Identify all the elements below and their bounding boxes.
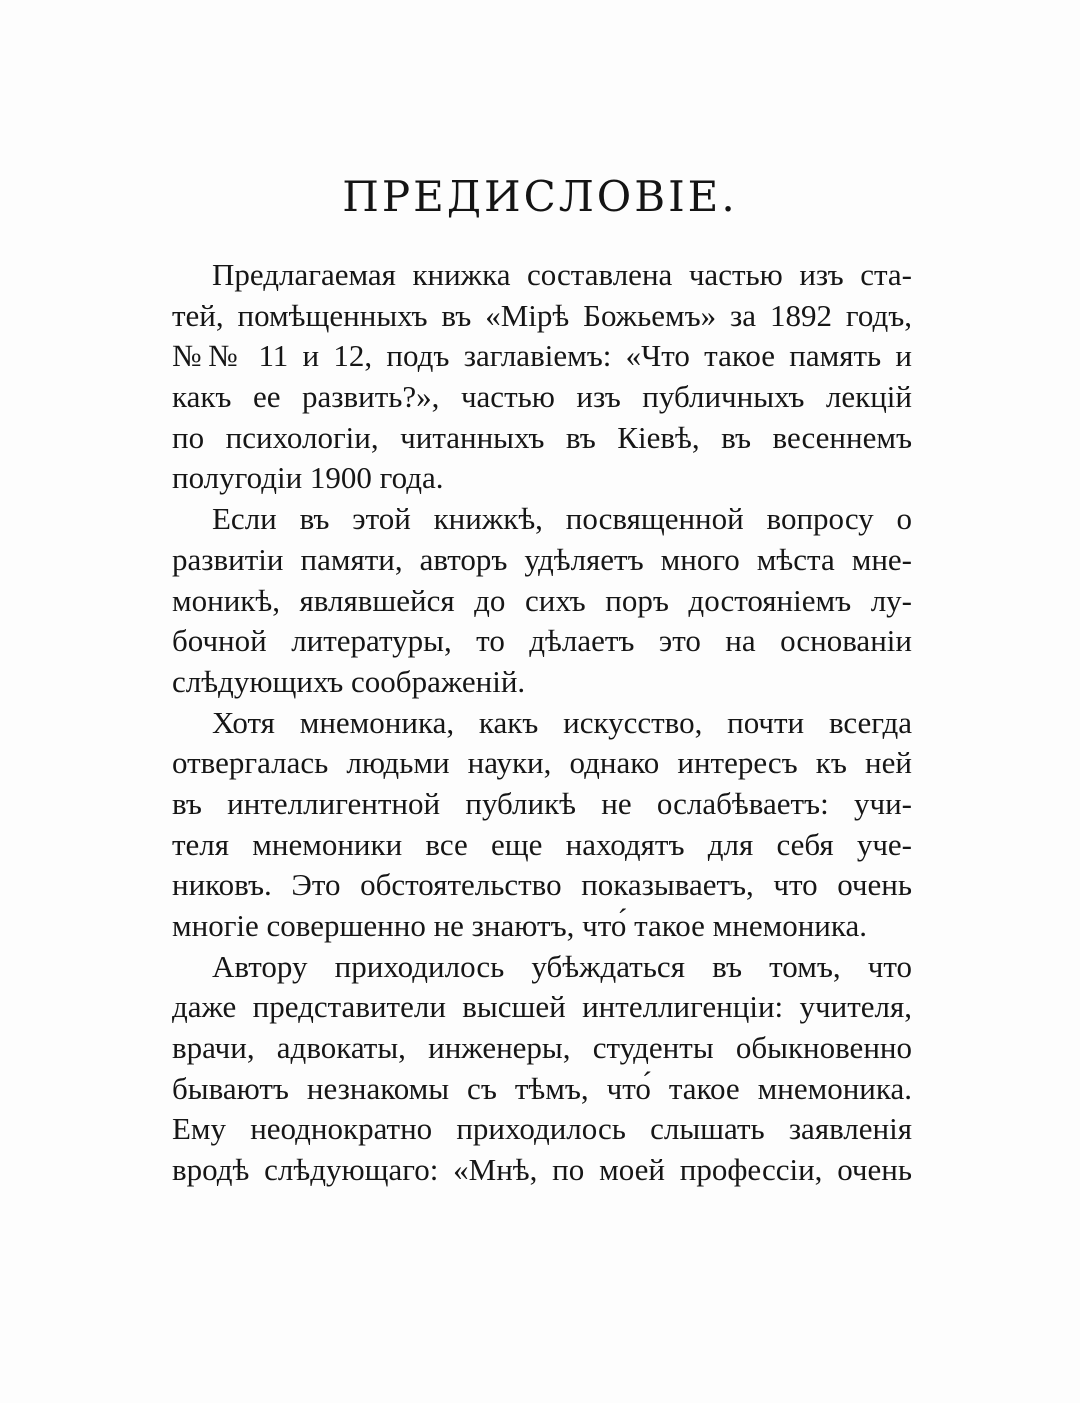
text-line: по психологіи, читанныхъ въ Кіевѣ, въ весеннемъ	[172, 419, 912, 455]
preface-text	[172, 255, 912, 1191]
text-line: моникѣ, являвшейся до сихъ поръ достояніемъ лу-	[172, 582, 912, 618]
text-line: тей, помѣщенныхъ въ «Мірѣ Божьемъ» за 1892 годъ,	[172, 297, 912, 333]
text-line: полугодіи 1900 года.	[172, 460, 444, 496]
text-line: бочной литературы, то дѣлаетъ это на основаніи	[172, 623, 912, 659]
text-line: Если въ этой книжкѣ, посвященной вопросу о	[212, 501, 912, 537]
text-line: слѣдующихъ соображеній.	[172, 663, 526, 699]
text-line: врачи, адвокаты, инженеры, студенты обыкновенно	[172, 1030, 912, 1066]
text-line: отвергалась людьми науки, однако интересъ къ ней	[172, 745, 912, 781]
text-line: никовъ. Это обстоятельство показываетъ, что очень	[172, 867, 912, 903]
text-line: Хотя мнемоника, какъ искусство, почти всегда	[212, 704, 912, 740]
text-line: Ему неоднократно приходилось слышать заявленія	[172, 1111, 912, 1147]
text-line: №№ 11 и 12, подъ заглавіемъ: «Что такое память и	[172, 338, 912, 374]
text-line: даже представители высшей интеллигенціи: учителя,	[172, 989, 912, 1025]
text-line: вродѣ слѣдующаго: «Мнѣ, по моей профессіи, очень	[172, 1152, 912, 1188]
text-line: Автору приходилось убѣждаться въ томъ, что	[212, 948, 912, 984]
text-line: Предлагаемая книжка составлена частью изъ ста-	[212, 257, 912, 292]
text-line: многіе совершенно не знаютъ, что́ такое мнемоника.	[172, 908, 868, 943]
text-line: какъ ее развить?», частью изъ публичныхъ лекцій	[172, 379, 912, 415]
text-line: въ интеллигентной публикѣ не ослабѣваетъ: учи-	[172, 785, 912, 821]
text-line: бываютъ незнакомы съ тѣмъ, что́ такое мнемоника.	[172, 1070, 912, 1106]
text-line: развитіи памяти, авторъ удѣляетъ много мѣста мне-	[172, 541, 912, 577]
page-title: ПРЕДИСЛОВІЕ.	[342, 172, 738, 221]
text-line: теля мнемоники все еще находятъ для себя уче-	[172, 826, 912, 862]
